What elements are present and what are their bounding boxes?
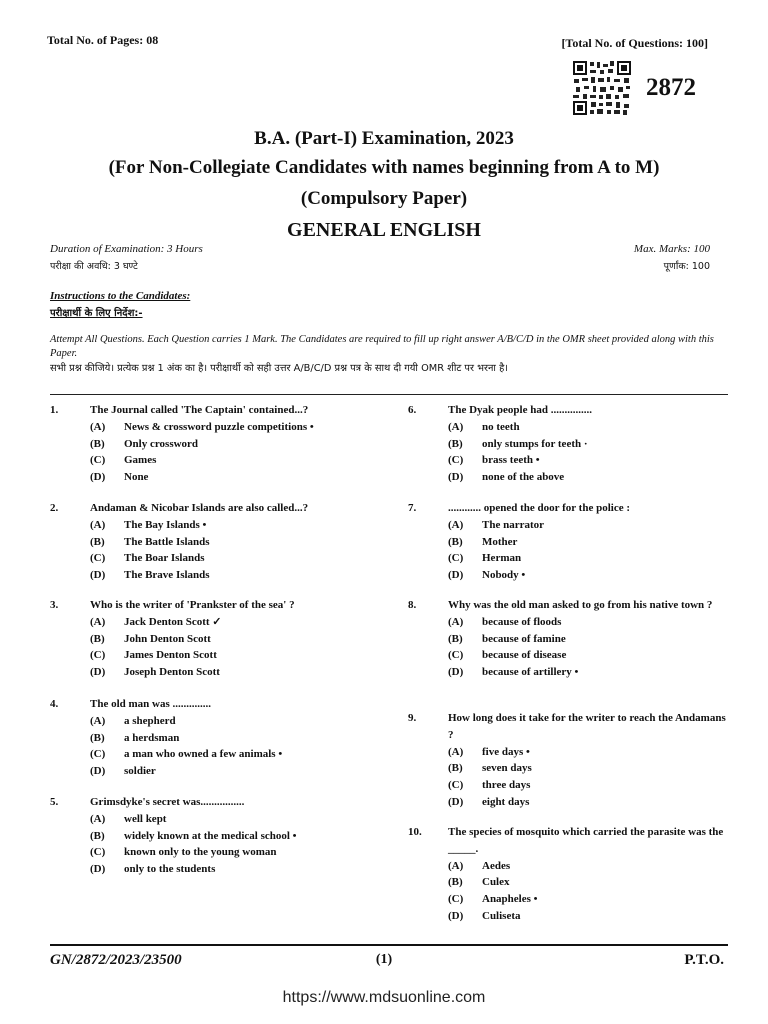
source-url: https://www.mdsuonline.com	[282, 989, 486, 1006]
qr-code-image	[572, 60, 632, 116]
option-text: seven days	[482, 762, 532, 775]
option-text: a herdsman	[124, 731, 180, 744]
question: 5. Grimsdyke's secret was................ (A) well kept (B) widely known at the medical school • (C) known only to the young woman (D) only to the students	[50, 794, 368, 878]
option-text: five days •	[482, 745, 530, 758]
option-text: Games	[124, 454, 157, 467]
option-text: widely known at the medical school •	[124, 829, 297, 842]
option-text: The Bay Islands •	[124, 518, 207, 531]
instructions-body: Attempt All Questions. Each Question carries 1 Mark. The Candidates are required to fill up right answer A/B/C/D in the OMR sheet provided along with this Paper.	[50, 334, 714, 359]
option-text: because of disease	[482, 649, 567, 662]
header-divider	[50, 394, 728, 395]
option-text: Anapheles •	[482, 893, 538, 906]
option-text: well kept	[124, 812, 167, 825]
question: 7. ............ opened the door for the police : (A) The narrator (B) Mother (C) Herman (D) Nobody •	[408, 500, 726, 584]
option-text: only to the students	[124, 863, 216, 876]
option-text: James Denton Scott	[124, 649, 217, 662]
question: 6. The Dyak people had ............... (A) no teeth (B) only stumps for teeth · (C) brass teeth • (D) none of the above	[408, 402, 726, 486]
subject-title: GENERAL ENGLISH	[287, 219, 481, 241]
question: 1. The Journal called 'The Captain' contained...? (A) News & crossword puzzle competitions • (B) Only crossword (C) Games (D) None	[50, 402, 368, 486]
option-text: known only to the young woman	[124, 846, 277, 859]
option-text: Culex	[482, 876, 510, 889]
question: 9. How long does it take for the writer to reach the Andamans ? (A) five days • (B) seven days (C) three days (D) eight days	[408, 710, 726, 811]
option-text: none of the above	[482, 471, 565, 484]
question: 8. Why was the old man asked to go from his native town ? (A) because of floods (B) because of famine (C) because of disease (D) because of artillery •	[408, 597, 726, 681]
instructions-heading-hi: परीक्षार्थी के लिए निर्देश:-	[50, 308, 143, 319]
question: 3. Who is the writer of 'Prankster of the sea' ? (A) Jack Denton Scott ✓ (B) John Denton Scott (C) James Denton Scott (D) Joseph Denton Scott	[50, 597, 368, 681]
paper-code: 2872	[646, 74, 696, 101]
option-text: a shepherd	[124, 714, 176, 727]
option-text: Herman	[482, 552, 522, 565]
option-text: John Denton Scott	[124, 632, 211, 645]
total-pages: Total No. of Pages: 08	[47, 33, 159, 47]
option-text: because of famine	[482, 632, 566, 645]
option-text: None	[124, 471, 149, 484]
option-text: Mother	[482, 535, 518, 548]
max-marks-hi: पूर्णांक: 100	[663, 261, 710, 272]
instructions-body-hi: सभी प्रश्न कीजिये। प्रत्येक प्रश्न 1 अंक का है। परीक्षार्थी को सही उत्तर A/B/C/D प्रश्न पत्र के साथ दी गयी OMR शीट पर भरना है।	[50, 363, 508, 374]
option-text: brass teeth •	[482, 454, 540, 467]
option-text: The narrator	[482, 518, 545, 531]
option-text: soldier	[124, 765, 156, 778]
instructions-heading: Instructions to the Candidates:	[50, 290, 191, 302]
option-text: The Battle Islands	[124, 535, 210, 548]
option-text: only stumps for teeth ·	[482, 437, 588, 450]
option-text: eight days	[482, 795, 530, 808]
option-text: Jack Denton Scott ✓	[124, 615, 222, 628]
option-text: Aedes	[482, 859, 511, 872]
option-text: because of floods	[482, 615, 562, 628]
option-text: News & crossword puzzle competitions •	[124, 420, 314, 433]
option-text: Joseph Denton Scott	[124, 666, 220, 679]
paper-type: (Compulsory Paper)	[300, 188, 468, 209]
duration-hi: परीक्षा की अवधि: 3 घण्टे	[50, 261, 138, 272]
option-text: Nobody •	[482, 569, 526, 582]
option-text: The Brave Islands	[124, 569, 210, 582]
candidate-scope: (For Non-Collegiate Candidates with names beginning from A to M)	[108, 157, 660, 178]
option-text: Culiseta	[482, 909, 521, 922]
option-text: three days	[482, 779, 531, 792]
question: 4. The old man was .............. (A) a shepherd (B) a herdsman (C) a man who owned a few animals • (D) soldier	[50, 696, 368, 780]
exam-title: B.A. (Part-I) Examination, 2023	[254, 128, 514, 149]
option-text: Only crossword	[124, 437, 199, 450]
total-questions: [Total No. of Questions: 100]	[561, 36, 708, 50]
question: 10. The species of mosquito which carried the parasite was the _____. (A) Aedes (B) Culex (C) Anapheles • (D) Culiseta	[408, 824, 726, 925]
paper-reference-code: GN/2872/2023/23500	[50, 952, 182, 968]
option-text: no teeth	[482, 420, 520, 433]
option-text: a man who owned a few animals •	[124, 748, 283, 761]
max-marks-en: Max. Marks: 100	[633, 243, 710, 255]
page-number: (1)	[375, 952, 393, 967]
duration-en: Duration of Examination: 3 Hours	[50, 243, 203, 255]
pto-label: P.T.O.	[684, 952, 724, 968]
question: 2. Andaman & Nicobar Islands are also called...? (A) The Bay Islands • (B) The Battle Islands (C) The Boar Islands (D) The Brave Islands	[50, 500, 368, 584]
option-text: because of artillery •	[482, 666, 579, 679]
footer-divider	[50, 944, 728, 946]
option-text: The Boar Islands	[124, 552, 205, 565]
